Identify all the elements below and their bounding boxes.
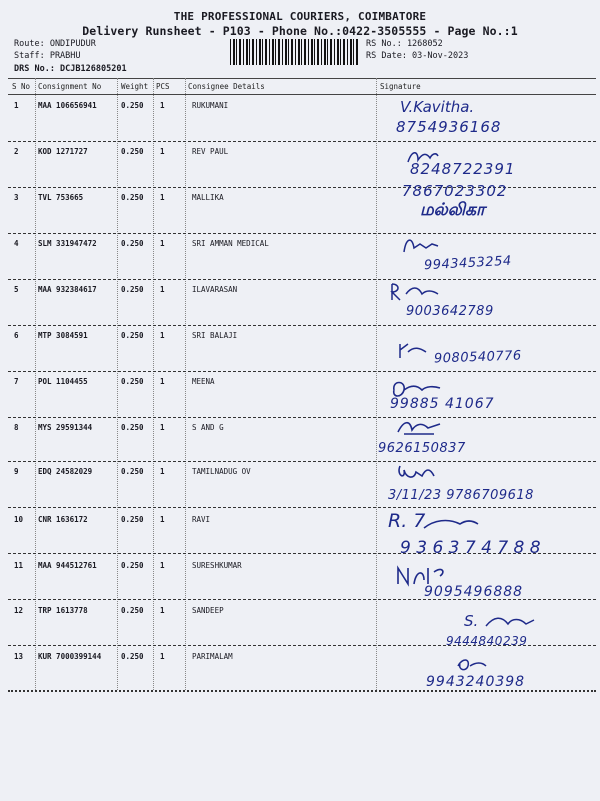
handwritten-name: மல்லிகா	[420, 200, 485, 220]
row-sno: 8	[14, 423, 19, 432]
header-rule-bottom	[8, 94, 596, 95]
signature-scribble	[394, 462, 438, 488]
handwritten-phone: 9 3 6 3 7 4 7 8 8	[400, 538, 541, 558]
row-consignee: SRI AMMAN MEDICAL	[192, 239, 269, 248]
row-pcs: 1	[160, 561, 165, 570]
signature-scribble	[482, 612, 538, 632]
signature-scribble	[388, 280, 442, 304]
row-pcs: 1	[160, 331, 165, 340]
row-consignment: KUR 7000399144	[38, 652, 102, 661]
row-consignment: MAA 932384617	[38, 285, 97, 294]
row-consignment: POL 1104455	[38, 377, 88, 386]
row-weight: 0.250	[121, 652, 144, 661]
row-consignment: TRP 1613778	[38, 606, 88, 615]
row-sno: 1	[14, 101, 19, 110]
signature-scribble	[400, 234, 440, 256]
row-pcs: 1	[160, 101, 165, 110]
row-consignment: MTP 3084591	[38, 331, 88, 340]
row-sno: 6	[14, 331, 19, 340]
row-pcs: 1	[160, 652, 165, 661]
col-sno: S No	[12, 82, 31, 91]
row-weight: 0.250	[121, 239, 144, 248]
row-weight: 0.250	[121, 331, 144, 340]
row-consignee: TAMILNADUG OV	[192, 467, 251, 476]
row-sno: 5	[14, 285, 19, 294]
row-divider	[8, 233, 596, 234]
drs-number: DRS No.: DCJB126805201	[14, 64, 127, 74]
col-consignment: Consignment No	[38, 82, 102, 91]
row-weight: 0.250	[121, 193, 144, 202]
table-end-rule	[8, 690, 596, 692]
company-title: THE PROFESSIONAL COURIERS, COIMBATORE	[173, 10, 427, 23]
row-weight: 0.250	[121, 101, 144, 110]
row-consignee: RAVI	[192, 515, 211, 524]
row-consignment: CNR 1636172	[38, 515, 88, 524]
route-label: Route: ONDIPUDUR	[14, 39, 96, 49]
row-divider	[8, 417, 596, 418]
row-consignee: SRI BALAJI	[192, 331, 238, 340]
handwritten-phone: 8754936168	[396, 118, 502, 136]
row-weight: 0.250	[121, 606, 144, 615]
row-consignee: SANDEEP	[192, 606, 224, 615]
handwritten-date-phone: 3/11/23 9786709618	[388, 488, 534, 503]
header-rule-top	[8, 78, 596, 79]
barcode	[230, 39, 358, 65]
row-consignee: MEENA	[192, 377, 215, 386]
handwritten-phone: 7867023302	[402, 182, 508, 200]
row-sno: 12	[14, 606, 24, 615]
row-sno: 3	[14, 193, 19, 202]
row-consignment: MAA 944512761	[38, 561, 97, 570]
row-consignee: PARIMALAM	[192, 652, 233, 661]
row-consignee: S AND G	[192, 423, 224, 432]
row-divider	[8, 279, 596, 280]
row-weight: 0.250	[121, 515, 144, 524]
row-weight: 0.250	[121, 467, 144, 476]
handwritten-phone: 9626150837	[378, 441, 466, 456]
runsheet-subtitle: Delivery Runsheet - P103 - Phone No.:0422-3505555 - Page No.:1	[82, 24, 518, 38]
handwritten-phone: 9003642789	[406, 304, 494, 319]
row-sno: 13	[14, 652, 24, 661]
row-pcs: 1	[160, 377, 165, 386]
signature-scribble	[398, 340, 430, 360]
row-sno: 2	[14, 147, 19, 156]
row-consignee: REV PAUL	[192, 147, 229, 156]
handwritten-phone: 9095496888	[424, 584, 524, 600]
handwritten-initial: S.	[464, 612, 479, 630]
row-pcs: 1	[160, 239, 165, 248]
row-weight: 0.250	[121, 423, 144, 432]
row-consignee: SURESHKUMAR	[192, 561, 242, 570]
row-weight: 0.250	[121, 561, 144, 570]
row-weight: 0.250	[121, 285, 144, 294]
row-pcs: 1	[160, 147, 165, 156]
row-divider	[8, 187, 596, 188]
row-pcs: 1	[160, 193, 165, 202]
row-weight: 0.250	[121, 147, 144, 156]
row-divider	[8, 461, 596, 462]
route-staff-block	[14, 38, 127, 75]
row-pcs: 1	[160, 423, 165, 432]
row-pcs: 1	[160, 606, 165, 615]
row-divider	[8, 141, 596, 142]
handwritten-phone: 99885 41067	[390, 396, 495, 412]
row-consignee: MALLIKA	[192, 193, 224, 202]
row-consignment: TVL 753665	[38, 193, 84, 202]
row-sno: 7	[14, 377, 19, 386]
row-divider	[8, 371, 596, 372]
col-pcs: PCS	[156, 82, 170, 91]
row-consignment: KOD 1271727	[38, 147, 88, 156]
row-sno: 11	[14, 561, 24, 570]
row-pcs: 1	[160, 285, 165, 294]
row-consignment: MAA 106656941	[38, 101, 97, 110]
col-consignee: Consignee Details	[188, 82, 265, 91]
rs-date: RS Date: 03-Nov-2023	[366, 51, 469, 61]
col-signature: Signature	[380, 82, 421, 91]
handwritten-initial: R. 7	[388, 510, 426, 532]
row-consignee: RUKUMANI	[192, 101, 229, 110]
table-row	[0, 423, 600, 469]
row-sno: 10	[14, 515, 24, 524]
handwritten-phone: 9943453254	[423, 253, 513, 274]
handwritten-phone: 9444840239	[446, 634, 528, 648]
handwritten-phone: 9943240398	[426, 674, 526, 690]
signature-scribble	[420, 516, 480, 532]
row-pcs: 1	[160, 467, 165, 476]
row-consignment: SLM 331947472	[38, 239, 97, 248]
handwritten-phone: 8248722391	[410, 160, 516, 178]
row-pcs: 1	[160, 515, 165, 524]
rs-number: RS No.: 1268052	[366, 39, 443, 49]
staff-label: Staff: PRABHU	[14, 51, 81, 61]
row-divider	[8, 325, 596, 326]
signature-scribble	[394, 418, 444, 440]
col-weight: Weight	[121, 82, 149, 91]
row-weight: 0.250	[121, 377, 144, 386]
row-sno: 4	[14, 239, 19, 248]
handwritten-phone: 9080540776	[433, 348, 522, 367]
row-consignment: MYS 29591344	[38, 423, 93, 432]
row-divider	[8, 507, 596, 508]
row-consignee: ILAVARASAN	[192, 285, 238, 294]
handwritten-name: V.Kavitha.	[400, 98, 475, 116]
signature-scribble	[454, 656, 490, 674]
row-sno: 9	[14, 467, 19, 476]
row-consignment: EDQ 24582029	[38, 467, 93, 476]
rs-info-block	[366, 38, 468, 62]
